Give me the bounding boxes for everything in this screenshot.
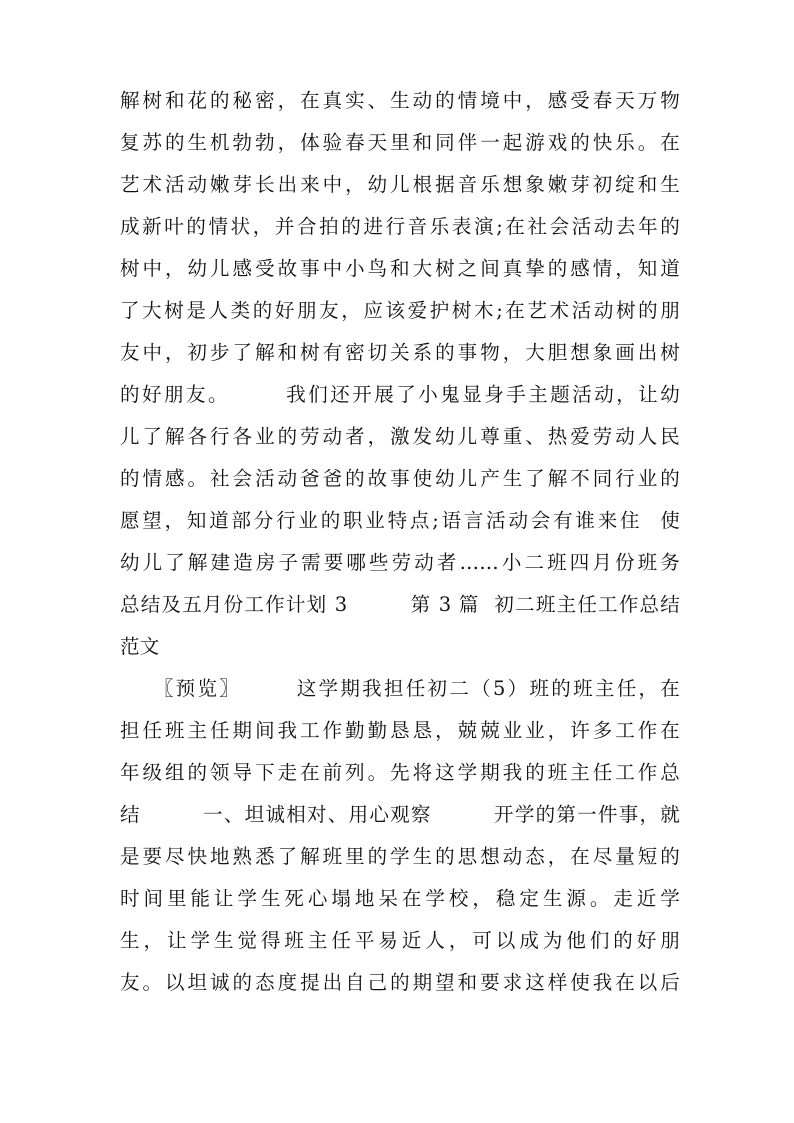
text-line: 的情感。社会活动爸爸的故事使幼儿产生了解不同行业的 — [120, 467, 680, 490]
text-line: 担任班主任期间我工作勤勤恳恳，兢兢业业，许多工作在 — [120, 719, 680, 742]
text-line: 的好朋友。 我们还开展了小鬼显身手主题活动，让幼 — [120, 383, 680, 406]
text-line: 艺术活动嫩芽长出来中，幼儿根据音乐想象嫩芽初绽和生 — [120, 173, 680, 196]
text-line: 结 一、坦诚相对、用心观察 开学的第一件事，就 — [120, 803, 680, 826]
text-line: 〖预览〗 这学期我担任初二（5）班的班主任，在 — [120, 677, 680, 700]
text-line: 幼儿了解建造房子需要哪些劳动者……小二班四月份班务 — [120, 551, 680, 574]
text-line: 范文 — [120, 635, 160, 658]
text-line: 复苏的生机勃勃，体验春天里和同伴一起游戏的快乐。在 — [120, 131, 680, 154]
text-line: 友。以坦诚的态度提出自己的期望和要求这样使我在以后 — [120, 971, 680, 994]
text-line: 友中，初步了解和树有密切关系的事物，大胆想象画出树 — [120, 341, 680, 364]
text-line: 生，让学生觉得班主任平易近人，可以成为他们的好朋 — [120, 929, 680, 952]
text-line: 年级组的领导下走在前列。先将这学期我的班主任工作总 — [120, 761, 680, 784]
text-line: 解树和花的秘密，在真实、生动的情境中，感受春天万物 — [120, 89, 680, 112]
text-line: 树中，幼儿感受故事中小鸟和大树之间真挚的感情，知道 — [120, 257, 680, 280]
text-line: 是要尽快地熟悉了解班里的学生的思想动态，在尽量短的 — [120, 845, 680, 868]
text-line: 成新叶的情状，并合拍的进行音乐表演;在社会活动去年的 — [120, 215, 680, 238]
text-line: 总结及五月份工作计划 3 第 3 篇 初二班主任工作总结 — [120, 593, 680, 616]
text-line: 儿了解各行各业的劳动者，激发幼儿尊重、热爱劳动人民 — [120, 425, 680, 448]
text-line: 愿望，知道部分行业的职业特点;语言活动会有谁来住 使 — [120, 509, 680, 532]
text-line: 了大树是人类的好朋友，应该爱护树木;在艺术活动树的朋 — [120, 299, 680, 322]
text-line: 时间里能让学生死心塌地呆在学校，稳定生源。走近学 — [120, 887, 680, 910]
